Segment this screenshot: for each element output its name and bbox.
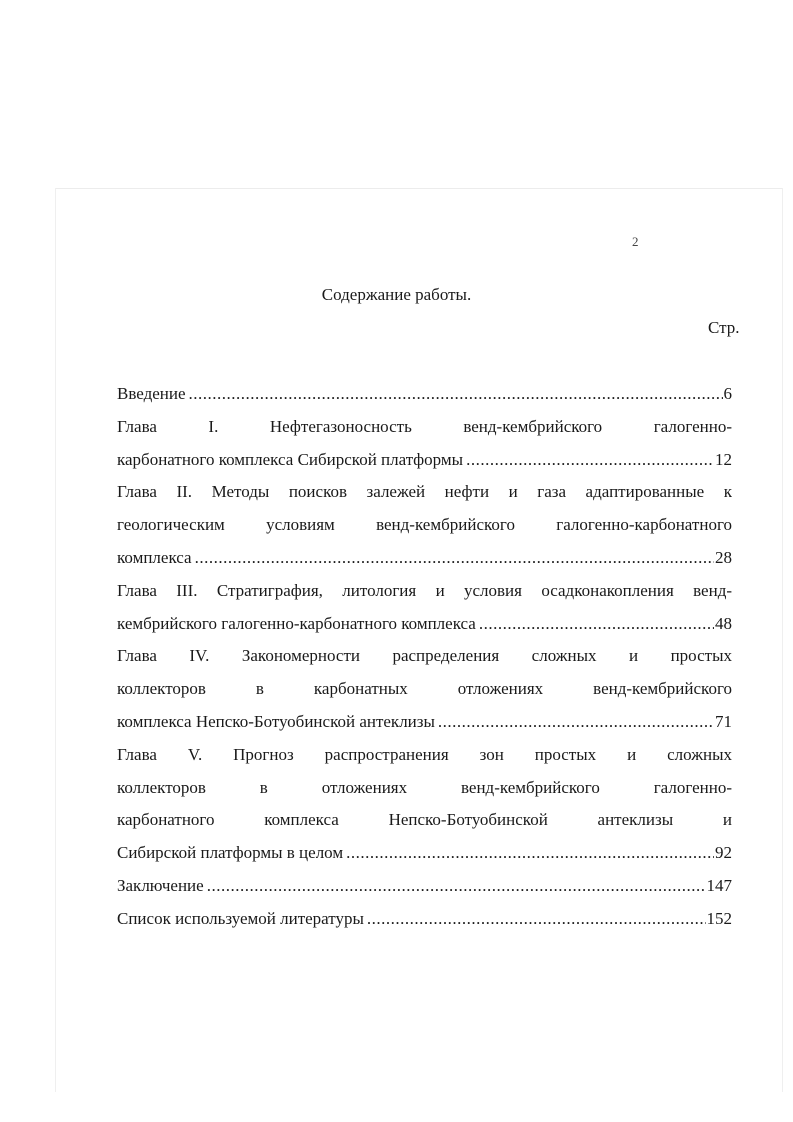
toc-entry-title: карбонатного комплекса Сибирской платформы [117, 449, 464, 469]
dot-leader [189, 378, 723, 411]
toc-entry-line: коллекторов в отложениях венд-кембрийского галогенно- [117, 777, 732, 797]
toc-entry [117, 903, 732, 936]
toc-entry-last-line [117, 608, 732, 641]
toc-entry [117, 378, 732, 411]
toc-entry-line: Глава III. Стратиграфия, литология и условия осадконакопления венд- [117, 580, 732, 600]
toc-entry-title: комплекса [117, 547, 192, 567]
toc-entry-page: 28 [715, 547, 732, 567]
page-number: 2 [632, 234, 639, 249]
toc-entry-line: Глава II. Методы поисков залежей нефти и газа адаптированные к [117, 482, 732, 502]
toc-entry-page: 71 [715, 711, 732, 731]
toc-entry-last-line [117, 542, 732, 575]
toc-entry-line: геологическим условиям венд-кембрийского галогенно-карбонатного [117, 515, 732, 535]
toc-entry [117, 575, 732, 641]
toc-entry-last-line [117, 706, 732, 739]
toc-entry [117, 640, 732, 738]
page-title: Содержание работы. [321, 285, 472, 304]
toc-entry [117, 739, 732, 870]
toc-entry [117, 476, 732, 574]
toc-entry-page: 48 [715, 613, 732, 633]
dot-leader [479, 608, 714, 641]
toc-entry-last-line [117, 378, 732, 411]
toc-entry-title: Список используемой литературы [117, 908, 364, 928]
toc-entry-line: Глава IV. Закономерности распределения сложных и простых [117, 646, 732, 666]
toc-entry-page: 147 [706, 875, 732, 895]
scan-edge-right [782, 188, 783, 1092]
toc-entry-page: 6 [723, 384, 732, 403]
toc-entry-line: коллекторов в карбонатных отложениях венд-кембрийского [117, 679, 732, 699]
dot-leader [195, 542, 714, 575]
toc-entry-line: карбонатного комплекса Непско-Ботуобинской антеклизы и [117, 810, 732, 830]
toc-entry-last-line [117, 870, 732, 903]
scan-edge-left [55, 188, 56, 1092]
toc-entry-line: Глава V. Прогноз распространения зон простых и сложных [117, 744, 732, 764]
toc-entry-title: комплекса Непско-Ботуобинской антеклизы [117, 711, 435, 731]
dot-leader [367, 903, 706, 936]
toc-entry-title: кембрийского галогенно-карбонатного комплекса [117, 613, 476, 633]
toc-entry-page: 152 [706, 908, 732, 928]
toc-entry-line: Глава I. Нефтегазоносность венд-кембрийского галогенно- [117, 416, 732, 436]
dot-leader [207, 870, 706, 903]
toc-entry [117, 870, 732, 903]
toc-entry-page: 12 [715, 449, 732, 469]
toc-entry-title: Заключение [117, 875, 204, 895]
dot-leader [346, 837, 714, 870]
toc-entry-page: 92 [715, 843, 732, 863]
toc-entry [117, 411, 732, 477]
toc-entry-title: Сибирской платформы в целом [117, 843, 344, 863]
toc-entry-title: Введение [117, 384, 186, 403]
scan-edge-top [55, 188, 783, 189]
toc-entry-last-line [117, 837, 732, 870]
table-of-contents [117, 378, 732, 936]
toc-entry-last-line [117, 903, 732, 936]
page-column-label: Стр. [708, 318, 740, 337]
dot-leader [466, 444, 714, 477]
toc-entry-last-line [117, 444, 732, 477]
dot-leader [438, 706, 714, 739]
